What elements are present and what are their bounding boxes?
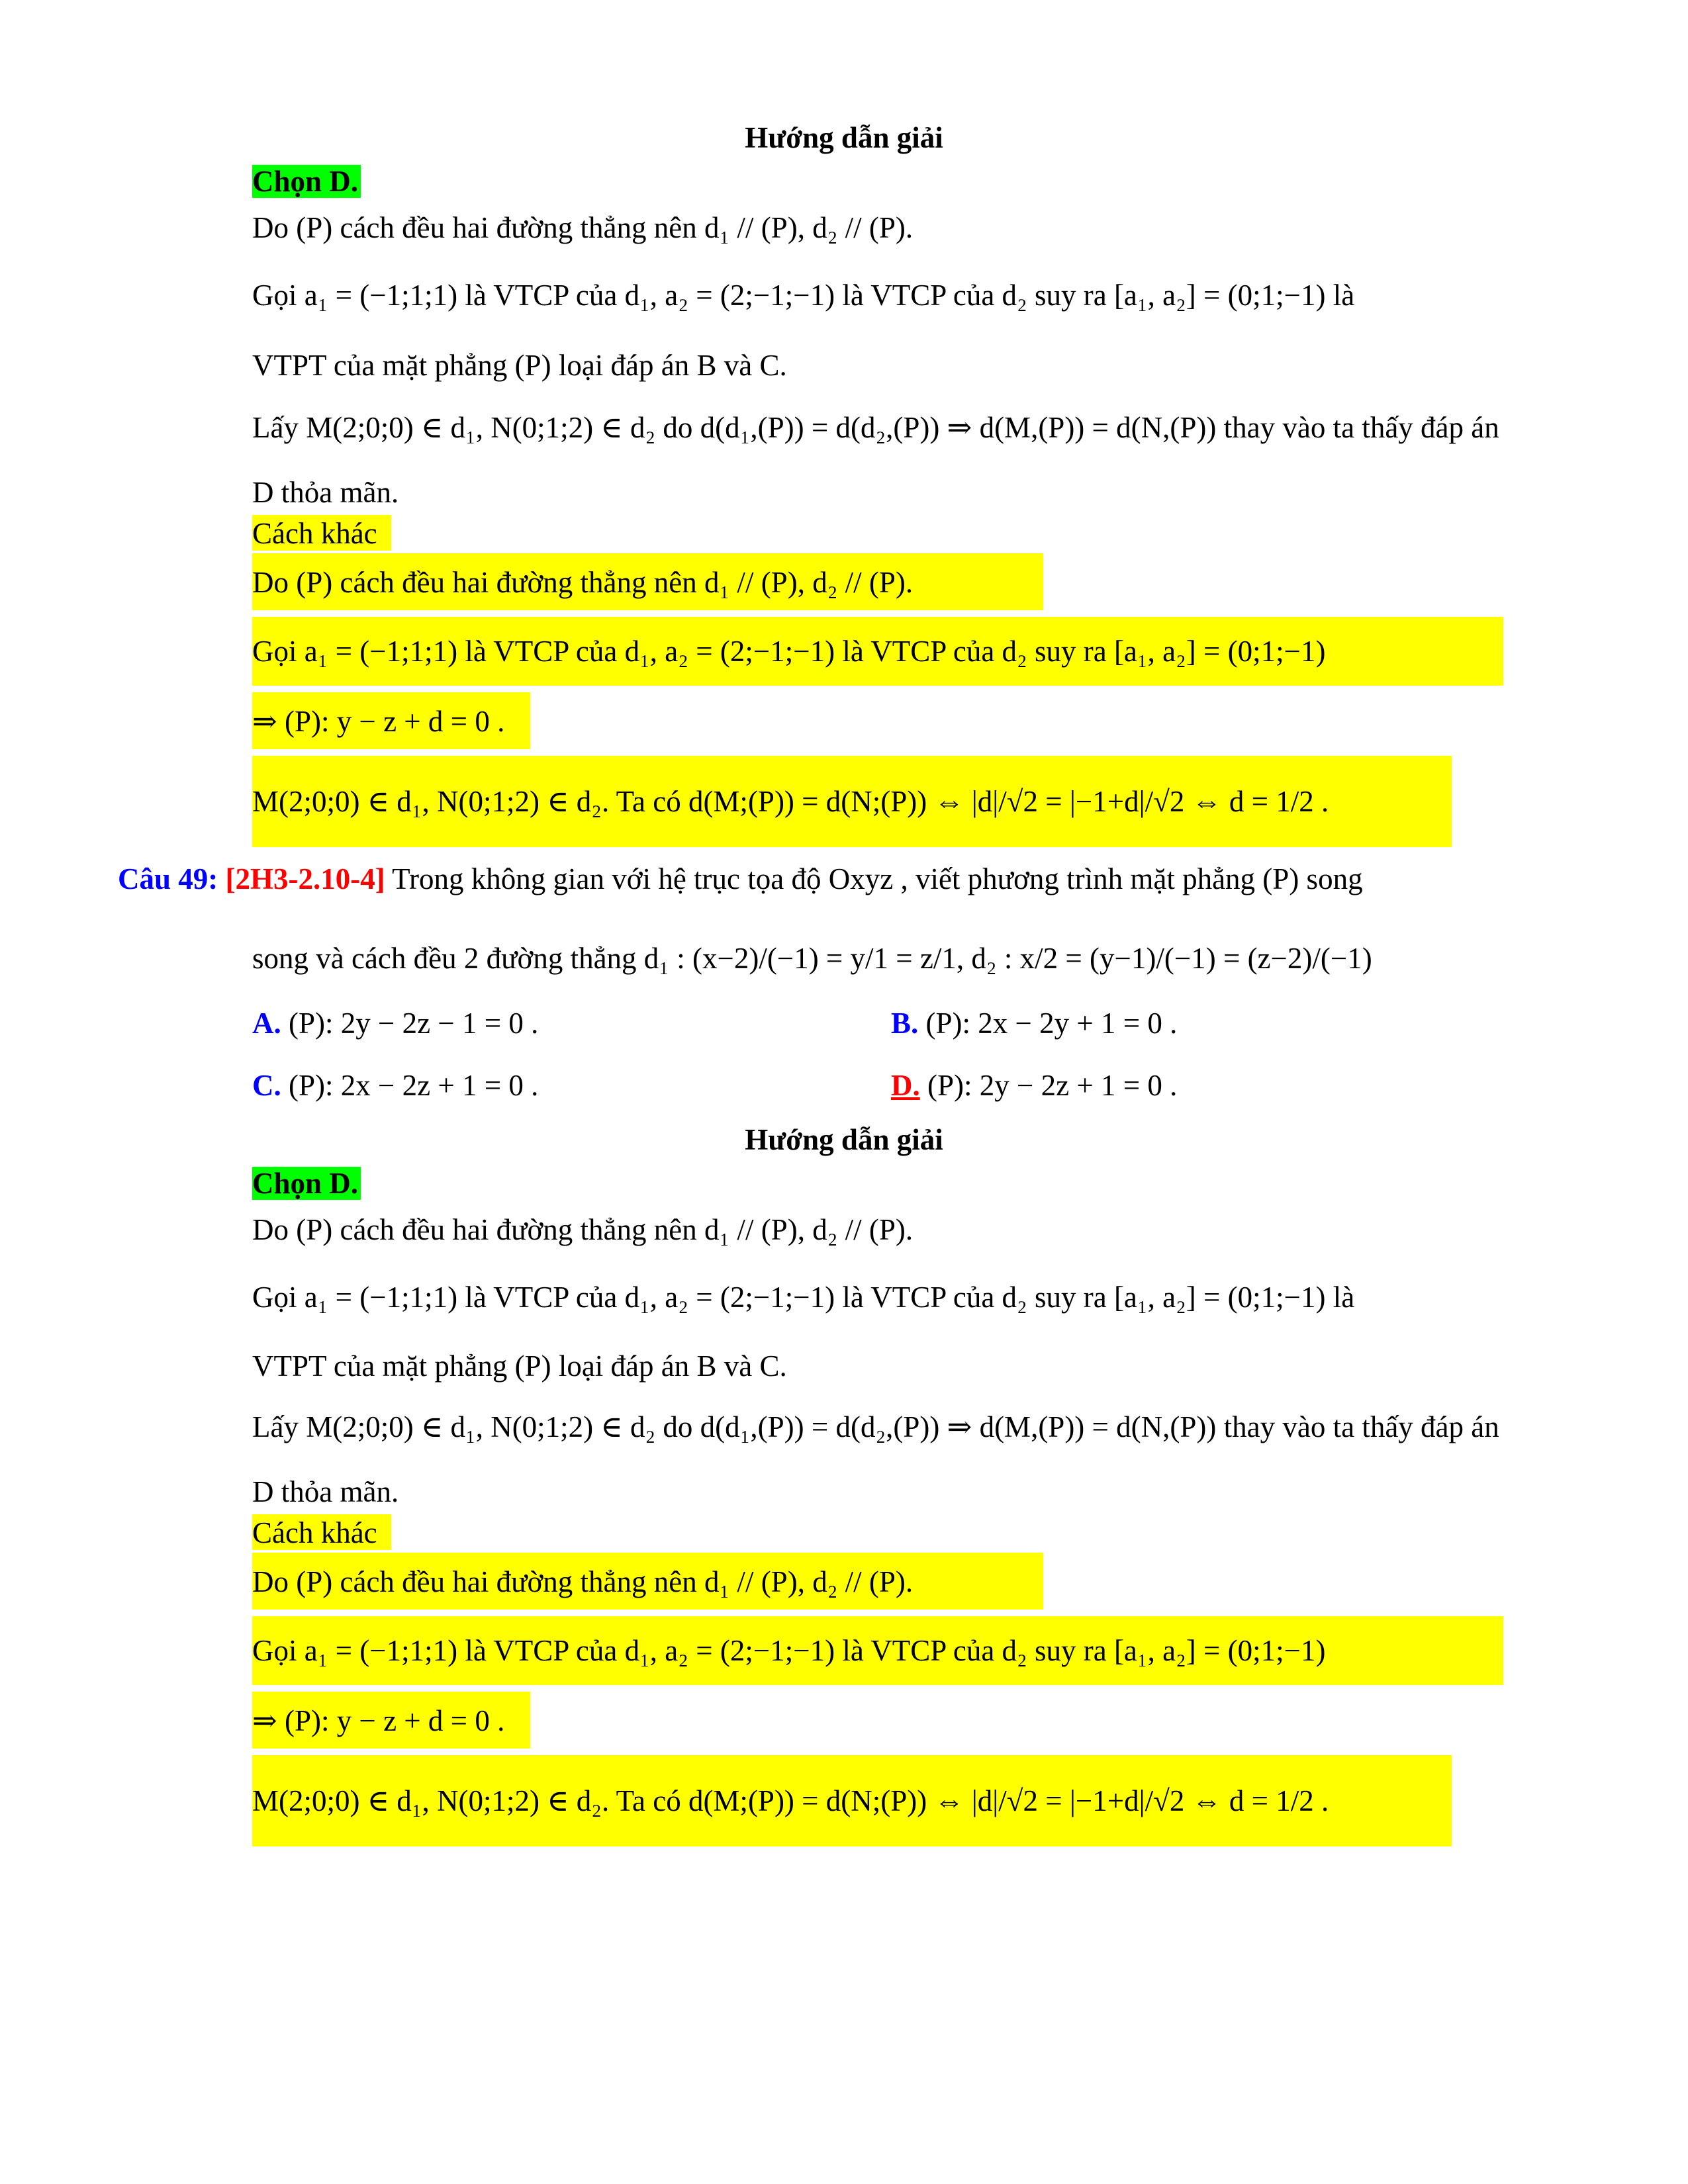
solution-heading-1: Hướng dẫn giải [745,121,943,154]
solution-line: Lấy M(2;0;0) ∈ d₁, N(0;1;2) ∈ d₂ do d(d₁,(P)) = d(d₂,(P)) ⇒ d(M,(P)) = d(N,(P)) thay vào ta thấy đáp án [252,411,1499,444]
alt-line: Do (P) cách đều hai đường thẳng nên d₁ // (P), d₂ // (P). [252,566,914,599]
alt-line: Do (P) cách đều hai đường thẳng nên d₁ // (P), d₂ // (P). [252,1565,914,1598]
alt-line: ⇒ (P): y − z + d = 0 . [252,705,505,738]
choice-label-2 [252,1165,361,1202]
option-text: (P): 2y − 2z + 1 = 0 . [927,1069,1178,1102]
option-d[interactable] [891,1067,1177,1104]
option-text: (P): 2y − 2z − 1 = 0 . [289,1007,539,1040]
solution-line: D thỏa mãn. [252,476,399,509]
question-label: Câu 49: [118,862,218,895]
alt-method-title-1: Cách khác [252,517,377,550]
solution-line: Do (P) cách đều hai đường thẳng nên d₁ // (P), d₂ // (P). [252,211,914,244]
solution-line: D thỏa mãn. [252,1475,399,1508]
option-letter: D. [891,1069,920,1102]
option-letter: A. [252,1007,281,1040]
question-line-1 [118,860,1363,897]
choice-text: Chọn D. [252,1167,361,1200]
choice-text: Chọn D. [252,165,361,198]
alt-method-title-2: Cách khác [252,1516,377,1549]
option-b[interactable] [891,1005,1177,1042]
option-c[interactable] [252,1067,538,1104]
choice-label-1 [252,163,361,200]
solution-line: VTPT của mặt phẳng (P) loại đáp án B và C. [252,349,787,382]
option-text: (P): 2x − 2y + 1 = 0 . [925,1007,1178,1040]
option-letter: B. [891,1007,919,1040]
alt-line: M(2;0;0) ∈ d₁, N(0;1;2) ∈ d₂. Ta có d(M;(P)) = d(N;(P)) ⇔ |d|/√2 = |−1+d|/√2 ⇔ d = 1/2 . [252,785,1329,818]
question-line-2: song và cách đều 2 đường thẳng d₁ : (x−2)/(−1) = y/1 = z/1, d₂ : x/2 = (y−1)/(−1) = (z−2)/(−1) [252,942,1372,975]
solution-heading-2: Hướng dẫn giải [745,1123,943,1156]
solution-line: Gọi a₁ = (−1;1;1) là VTCP của d₁, a₂ = (2;−1;−1) là VTCP của d₂ suy ra [a₁, a₂] = (0;1;−1) là [252,1281,1355,1314]
alt-line: ⇒ (P): y − z + d = 0 . [252,1704,505,1737]
question-code: [2H3-2.10-4] [225,862,385,895]
option-a[interactable] [252,1005,538,1042]
solution-line: Gọi a₁ = (−1;1;1) là VTCP của d₁, a₂ = (2;−1;−1) là VTCP của d₂ suy ra [a₁, a₂] = (0;1;−1) là [252,279,1355,312]
solution-line: Lấy M(2;0;0) ∈ d₁, N(0;1;2) ∈ d₂ do d(d₁,(P)) = d(d₂,(P)) ⇒ d(M,(P)) = d(N,(P)) thay vào ta thấy đáp án [252,1410,1499,1443]
alt-line: M(2;0;0) ∈ d₁, N(0;1;2) ∈ d₂. Ta có d(M;(P)) = d(N;(P)) ⇔ |d|/√2 = |−1+d|/√2 ⇔ d = 1/2 . [252,1784,1329,1817]
solution-line: Do (P) cách đều hai đường thẳng nên d₁ // (P), d₂ // (P). [252,1213,914,1246]
alt-line: Gọi a₁ = (−1;1;1) là VTCP của d₁, a₂ = (2;−1;−1) là VTCP của d₂ suy ra [a₁, a₂] = (0;1;−1) [252,635,1326,668]
option-text: (P): 2x − 2z + 1 = 0 . [289,1069,539,1102]
solution-line: VTPT của mặt phẳng (P) loại đáp án B và C. [252,1349,787,1383]
question-text: Trong không gian với hệ trục tọa độ Oxyz , viết phương trình mặt phẳng (P) song [392,862,1363,895]
option-letter: C. [252,1069,281,1102]
alt-line: Gọi a₁ = (−1;1;1) là VTCP của d₁, a₂ = (2;−1;−1) là VTCP của d₂ suy ra [a₁, a₂] = (0;1;−1) [252,1634,1326,1667]
